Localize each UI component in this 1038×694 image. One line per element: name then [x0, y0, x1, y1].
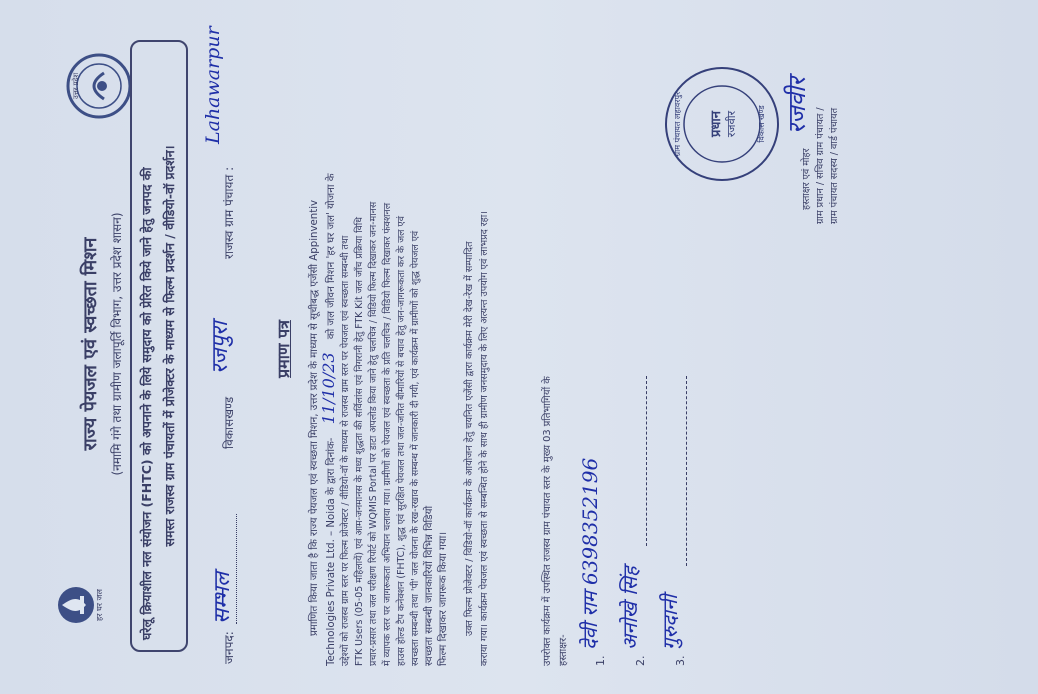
- body-line: हाउस होल्ड टैप कनेक्शन (FHTC), शुद्ध एवं सुरक्षित पेयजल तथा जल-जनित बीमारियों से बचाव हेतु जन-जागरूकता कर के जल एवं: [396, 216, 407, 666]
- attendee-number: 1.: [594, 655, 607, 666]
- body-line: प्रमाणित किया जाता है कि राज्य पेयजल एवं स्वच्छता मिशन, उत्तर प्रदेश के माध्यम से सूचीबद्ध एजेंसी Appinventiv: [309, 199, 320, 636]
- official-signature: रजवीर: [783, 77, 811, 134]
- sign-block-line-2: ग्राम प्रधान / सचिव ग्राम पंचायत /: [815, 107, 826, 224]
- attendee-number: 2.: [634, 655, 647, 666]
- attendee-row-3: [652, 336, 692, 666]
- body-line: स्वच्छता सम्बन्धी जानकारियों विभिन्न विडियो: [424, 505, 435, 666]
- signature-line: [686, 376, 687, 566]
- body-line: स्वच्छता सम्बन्धी तथा 'पी' जल योजना के रख-रखाव के सम्बन्ध में जानकारी दी गयी, एवं कार्यक्रम में ग्रामीणों को शुद्ध पेयजल एवं: [410, 230, 421, 666]
- attendee-name: देवी राम 6398352196: [578, 457, 602, 650]
- signature-line: [646, 376, 647, 546]
- district-value: सम्भल: [210, 572, 235, 624]
- body-line: में व्यापक स्तर पर जागरूकता अभियान चलाया गया। ग्रामीणों को पेयजल एवं स्वच्छता के प्रति चलचित्र / विडियो फिल्म दिखाकर फंक्शनल: [382, 202, 393, 666]
- panchayat-label: राजस्व ग्राम पंचायत :: [222, 166, 236, 259]
- sign-block-line-1: हस्ताक्षर एवं मोहर: [801, 148, 812, 210]
- attendee-row-2: [612, 336, 652, 666]
- logo-caption: हर घर जल: [95, 589, 104, 621]
- purpose-line-1: घरेलू क्रियाशील नल संयोजन (FHTC) को अपनाने के लिये समुदाय को प्रेरित किये जाने हेतु जनपद की: [139, 167, 154, 640]
- seal-inner-title: प्रधान: [709, 111, 724, 137]
- fields-row: [200, 24, 244, 664]
- official-sign-block: [800, 24, 842, 224]
- block-label: विकासखण्ड: [222, 396, 236, 449]
- panchayat-value: Lahawarpur: [202, 26, 224, 144]
- gram-panchayat-seal: [662, 64, 782, 184]
- event-date: 11/10/23: [319, 352, 338, 425]
- body-line: कराया गया। कार्यक्रम पेयजल एवं स्वच्छता से सम्बन्धित होने के साथ ही ग्रामीण जनसमुदाय के लिए अत्यन्त उपयोग एवं लाभप्रद रहा।: [479, 211, 490, 666]
- body-line: प्रचार-प्रसार तथा जल परीक्षण रिपोर्ट को WQMIS Portal पर डाटा अपलोड किया जाने हेतु चलचित्र / विडियो फिल्म दिखाकर जन-मानस: [368, 201, 379, 666]
- attendee-name: अनोखे सिंह: [618, 566, 642, 650]
- body-line: FTK Users (05-05 महिलायें) एवं आम-जनमानस के मध्य शुद्धता की सर्विलांस एवं निगरानी हेतु FTK Kit जल जाँच प्रक्रिया विधि: [354, 217, 365, 666]
- attendee-row-1: [572, 336, 612, 666]
- attendee-intro: उपरोक्त कार्यक्रम में उपस्थित राजस्व ग्राम पंचायत स्तर के मुख्य 03 प्रतिभागियों के: [542, 376, 553, 666]
- seal-caption: उत्तर प्रदेश: [72, 72, 80, 100]
- attendee-list: [572, 336, 692, 666]
- block-value: रजपुरा: [208, 321, 233, 374]
- seal-outer-text: ग्राम पंचायत लहावरपुर: [673, 91, 682, 157]
- purpose-box: [130, 40, 188, 652]
- district-label: जनपद:: [222, 631, 236, 664]
- header-subtitle: (नमामि गंगे तथा ग्रामीण जलापूर्ति विभाग, उत्तर प्रदेश शासन): [110, 212, 124, 476]
- attendee-sign-label: हस्ताक्षर-: [558, 634, 569, 666]
- district-dots: [220, 514, 237, 624]
- purpose-line-2: समस्त राजस्व ग्राम पंचायतों में प्रोजेक्टर के माध्यम से फिल्म प्रदर्शन / वीडियो-वॉ प्रदर्शन।: [162, 145, 177, 547]
- body-text: Technologies Private Ltd. – Noida के द्वारा दिनांक-: [326, 437, 337, 666]
- sign-block-line-3: ग्राम पंचायत सदस्य / वार्ड पंचायत: [829, 107, 840, 224]
- seal-inner-name: रजवीर: [725, 110, 738, 138]
- body-line: उक्त फिल्म प्रोजेक्टर / विडियो-वॉ कार्यक्रम के आयोजन हेतु चयनित एजेंसी द्वारा कार्यक्रम मेरी देख-रेख में सम्पादित: [464, 241, 475, 636]
- body-line: फिल्म दिखाकर जागरूक किया गया।: [438, 531, 449, 666]
- certificate-heading: प्रमाण पत्र: [274, 320, 293, 378]
- body-line: उद्देश्यों को राजस्व ग्राम स्तर पर फिल्म प्रोजेक्टर / वीडियो-वॉ के माध्यम से राजस्व ग्राम स्तर पर पेयजल एवं स्वच्छता सम्बन्धी तथा: [340, 235, 351, 666]
- body-line: [319, 26, 339, 666]
- body-text: को जल जीवन मिशन 'हर घर जल' योजना के: [326, 173, 337, 340]
- har-ghar-jal-logo: [50, 576, 108, 634]
- header-title: राज्य पेयजल एवं स्वच्छता मिशन: [80, 237, 101, 451]
- body-paragraph-2: [462, 26, 492, 666]
- up-government-seal: [66, 53, 132, 119]
- body-paragraph-1: [308, 26, 451, 666]
- attendee-name: गुरुदानी: [658, 594, 682, 650]
- seal-bottom-text: विकास खण्ड: [757, 105, 766, 143]
- attendee-number: 3.: [674, 655, 687, 666]
